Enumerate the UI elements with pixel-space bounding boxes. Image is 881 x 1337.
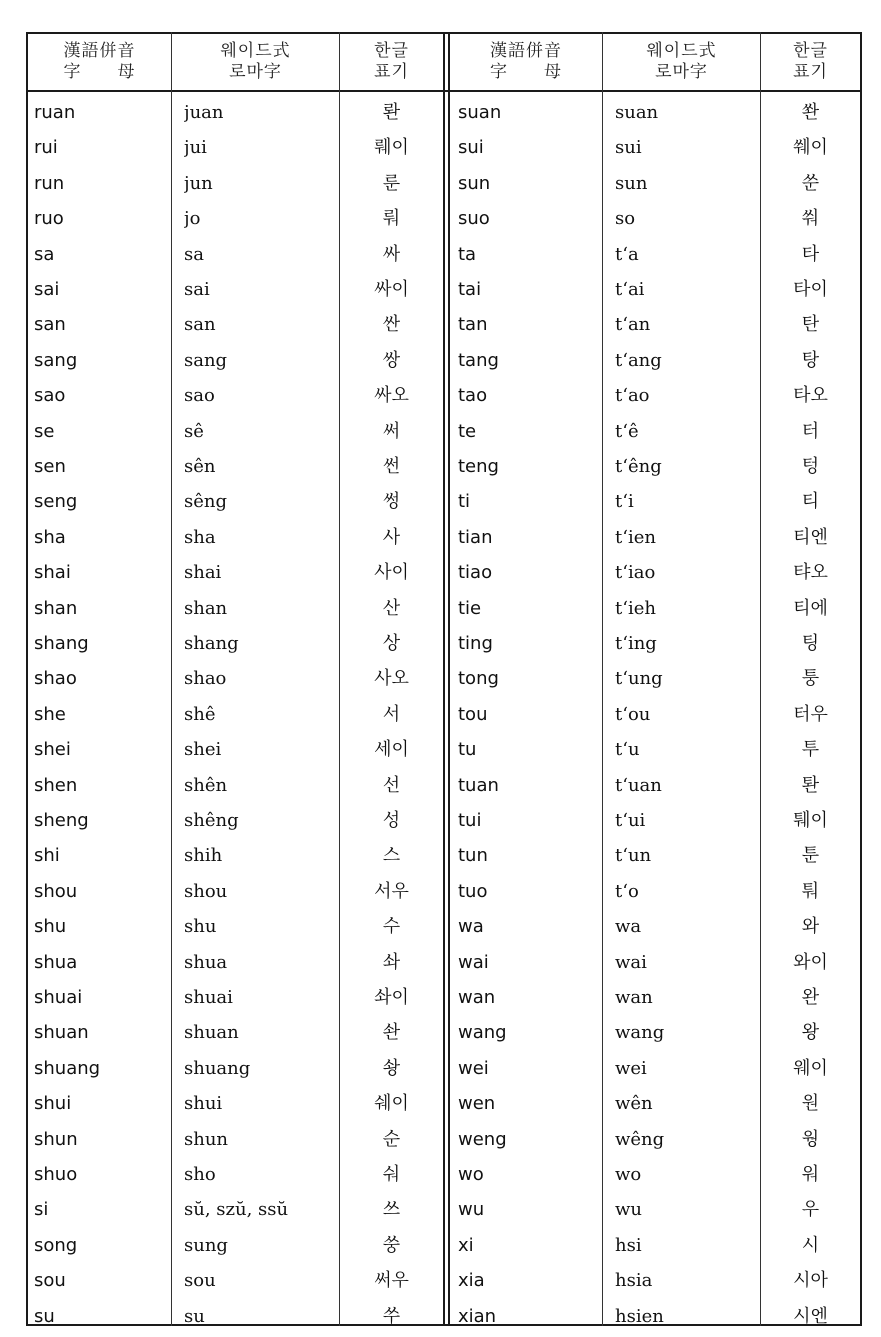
- pinyin-cell: shua: [34, 951, 78, 973]
- wade-giles-cell: t‘iao: [615, 562, 656, 584]
- wade-giles-cell: shêng: [184, 810, 239, 831]
- pinyin-cell: tui: [458, 810, 482, 831]
- pinyin-cell: ruan: [34, 102, 76, 123]
- wade-giles-cell: shang: [184, 633, 239, 654]
- wade-giles-cell: wan: [615, 987, 653, 1008]
- hangul-cell: 웨이: [793, 1057, 828, 1079]
- wade-giles-cell: sa: [184, 243, 204, 265]
- pinyin-cell: shuang: [34, 1057, 101, 1079]
- wade-giles-cell: t‘ui: [615, 810, 646, 831]
- wade-giles-cell: wei: [615, 1057, 647, 1079]
- wade-giles-cell: t‘ang: [615, 349, 662, 371]
- hangul-cell: 상: [382, 633, 401, 654]
- hangul-cell: 쓰: [382, 1199, 401, 1221]
- hangul-cell: 싼: [382, 314, 401, 336]
- column-divider-4: [602, 32, 603, 1326]
- header-wade-line1: 웨이드式: [220, 41, 291, 61]
- hangul-cell: 롼: [382, 102, 401, 123]
- header-hangul-line1: 한글: [374, 41, 409, 61]
- wade-giles-cell: wai: [615, 951, 647, 973]
- wade-giles-cell: sao: [184, 385, 215, 407]
- hangul-cell: 쑨: [801, 172, 820, 194]
- wade-giles-cell: hsia: [615, 1270, 653, 1292]
- hangul-cell: 툰: [801, 845, 820, 867]
- hangul-cell: 티엔: [793, 526, 828, 548]
- hangul-cell: 쉐이: [374, 1093, 409, 1115]
- pinyin-cell: tuan: [458, 774, 499, 796]
- pinyin-cell: weng: [458, 1128, 507, 1150]
- pinyin-cell: sui: [458, 137, 484, 159]
- hangul-cell: 퉈: [801, 880, 820, 902]
- hangul-cell: 썬: [382, 456, 401, 477]
- pinyin-cell: tan: [458, 314, 488, 336]
- wade-giles-cell: sha: [184, 526, 216, 548]
- pinyin-cell: xian: [458, 1305, 497, 1327]
- wade-giles-cell: t‘êng: [615, 456, 662, 477]
- pinyin-cell: shan: [34, 597, 78, 619]
- wade-giles-cell: t‘o: [615, 880, 639, 902]
- wade-giles-cell: shuang: [184, 1057, 251, 1079]
- romanization-table: [26, 32, 862, 1326]
- pinyin-cell: wang: [458, 1022, 507, 1044]
- hangul-cell: 탄: [801, 314, 820, 336]
- wade-giles-cell: san: [184, 314, 216, 336]
- pinyin-cell: shui: [34, 1093, 72, 1115]
- wade-giles-cell: sung: [184, 1234, 228, 1256]
- pinyin-cell: shun: [34, 1128, 78, 1150]
- wade-giles-cell: shai: [184, 562, 222, 584]
- hangul-cell: 솨: [382, 951, 401, 973]
- wade-giles-cell: t‘ê: [615, 420, 639, 442]
- pinyin-cell: si: [34, 1199, 49, 1221]
- pinyin-cell: run: [34, 172, 65, 194]
- wade-giles-cell: sê: [184, 420, 204, 442]
- pinyin-cell: shang: [34, 633, 89, 654]
- wade-giles-cell: shei: [184, 739, 222, 761]
- pinyin-cell: sha: [34, 526, 66, 548]
- hangul-cell: 쒜이: [793, 137, 828, 159]
- pinyin-cell: tiao: [458, 562, 493, 584]
- hangul-cell: 타이: [793, 279, 828, 300]
- pinyin-cell: tun: [458, 845, 488, 867]
- wade-giles-cell: shou: [184, 880, 228, 902]
- pinyin-cell: tu: [458, 739, 477, 761]
- hangul-cell: 솽: [382, 1057, 401, 1079]
- wade-giles-cell: t‘ing: [615, 633, 657, 654]
- pinyin-cell: te: [458, 420, 477, 442]
- pinyin-cell: sen: [34, 456, 66, 477]
- pinyin-cell: rui: [34, 137, 58, 159]
- pinyin-cell: shi: [34, 845, 60, 867]
- header-wade-line1: 웨이드式: [646, 41, 717, 61]
- pinyin-cell: wen: [458, 1093, 496, 1115]
- hangul-cell: 수: [382, 916, 401, 938]
- wade-giles-cell: su: [184, 1305, 205, 1327]
- hangul-cell: 싸이: [374, 279, 409, 300]
- hangul-cell: 숴: [382, 1164, 401, 1185]
- table-right-border: [860, 32, 862, 1326]
- hangul-cell: 솬: [382, 1022, 401, 1044]
- hangul-cell: 시아: [793, 1270, 828, 1292]
- hangul-cell: 티에: [793, 597, 828, 619]
- hangul-cell: 싸: [382, 243, 401, 265]
- header-pinyin-line2: 字 母: [490, 62, 562, 82]
- wade-giles-cell: shuai: [184, 987, 233, 1008]
- header-pinyin-line2: 字 母: [63, 62, 136, 82]
- hangul-cell: 스: [382, 845, 401, 867]
- header-wade-line2: 로마字: [655, 62, 708, 82]
- hangul-cell: 써우: [374, 1270, 409, 1292]
- hangul-cell: 타: [801, 243, 820, 265]
- wade-giles-cell: t‘uan: [615, 774, 662, 796]
- wade-giles-cell: t‘u: [615, 739, 640, 761]
- wade-giles-cell: t‘i: [615, 491, 634, 513]
- wade-giles-cell: juan: [184, 102, 224, 123]
- hangul-cell: 서: [382, 703, 401, 725]
- pinyin-cell: seng: [34, 491, 78, 513]
- wade-giles-cell: suan: [615, 102, 659, 123]
- header-hangul-line2: 표기: [374, 62, 409, 82]
- wade-giles-cell: shan: [184, 597, 228, 619]
- pinyin-cell: wei: [458, 1057, 489, 1079]
- pinyin-cell: sa: [34, 243, 55, 265]
- hangul-cell: 타오: [793, 385, 828, 407]
- hangul-cell: 썽: [382, 491, 401, 513]
- pinyin-cell: sou: [34, 1270, 66, 1292]
- hangul-cell: 선: [382, 774, 401, 796]
- hangul-cell: 시엔: [793, 1305, 828, 1327]
- wade-giles-cell: t‘un: [615, 845, 652, 867]
- pinyin-cell: tian: [458, 526, 493, 548]
- pinyin-cell: wu: [458, 1199, 485, 1221]
- wade-giles-cell: jun: [184, 172, 213, 194]
- hangul-cell: 순: [382, 1128, 401, 1150]
- hangul-cell: 시: [801, 1234, 820, 1256]
- wade-giles-cell: sang: [184, 349, 228, 371]
- hangul-cell: 워: [801, 1164, 820, 1185]
- pinyin-cell: she: [34, 703, 66, 725]
- wade-giles-cell: t‘a: [615, 243, 639, 265]
- wade-giles-cell: wu: [615, 1199, 642, 1221]
- pinyin-cell: ting: [458, 633, 493, 654]
- hangul-cell: 성: [382, 810, 401, 831]
- pinyin-cell: tong: [458, 668, 499, 690]
- header-hangul-line2: 표기: [793, 62, 828, 82]
- header-hangul-left: [340, 36, 443, 88]
- wade-giles-cell: wên: [615, 1093, 653, 1115]
- wade-giles-cell: t‘ieh: [615, 597, 656, 619]
- column-divider-1: [171, 32, 172, 1326]
- hangul-cell: 팅: [801, 633, 820, 654]
- wade-giles-cell: t‘ai: [615, 279, 645, 300]
- wade-giles-cell: t‘an: [615, 314, 651, 336]
- hangul-cell: 뤠이: [374, 137, 409, 159]
- hangul-cell: 쑤: [382, 1305, 401, 1327]
- header-pinyin-line1: 漢語併音: [63, 41, 136, 61]
- hangul-cell: 쌍: [382, 349, 401, 371]
- pinyin-cell: ta: [458, 243, 477, 265]
- hangul-cell: 우: [801, 1199, 820, 1221]
- hangul-cell: 터우: [793, 703, 828, 725]
- pinyin-cell: tai: [458, 279, 482, 300]
- hangul-cell: 웡: [801, 1128, 820, 1150]
- hangul-cell: 텅: [801, 456, 820, 477]
- pinyin-cell: shuan: [34, 1022, 89, 1044]
- pinyin-cell: tang: [458, 349, 499, 371]
- wade-giles-cell: shun: [184, 1128, 229, 1150]
- pinyin-cell: san: [34, 314, 66, 336]
- header-hangul-line1: 한글: [793, 41, 828, 61]
- wade-giles-cell: shuan: [184, 1022, 239, 1044]
- wade-giles-cell: sou: [184, 1270, 216, 1292]
- pinyin-cell: wai: [458, 951, 489, 973]
- header-hangul-right: [761, 36, 860, 88]
- pinyin-cell: tou: [458, 703, 488, 725]
- hangul-cell: 터: [801, 420, 820, 442]
- pinyin-cell: ti: [458, 491, 471, 513]
- pinyin-cell: se: [34, 420, 55, 442]
- hangul-cell: 탕: [801, 349, 820, 371]
- pinyin-cell: xia: [458, 1270, 485, 1292]
- hangul-cell: 왕: [801, 1022, 820, 1044]
- pinyin-cell: shao: [34, 668, 77, 690]
- pinyin-cell: teng: [458, 456, 499, 477]
- pinyin-cell: wo: [458, 1164, 484, 1185]
- hangul-cell: 쑹: [382, 1234, 401, 1256]
- pinyin-cell: shei: [34, 739, 71, 761]
- pinyin-cell: tuo: [458, 880, 488, 902]
- hangul-cell: 퉁: [801, 668, 820, 690]
- wade-giles-cell: shih: [184, 845, 223, 867]
- wade-giles-cell: wa: [615, 916, 642, 938]
- hangul-cell: 탸오: [793, 562, 828, 584]
- wade-giles-cell: sho: [184, 1164, 216, 1185]
- pinyin-cell: sang: [34, 349, 78, 371]
- pinyin-cell: shu: [34, 916, 67, 938]
- wade-giles-cell: wang: [615, 1022, 665, 1044]
- pinyin-cell: sai: [34, 279, 60, 300]
- pinyin-cell: ruo: [34, 208, 64, 230]
- hangul-cell: 와: [801, 916, 820, 938]
- hangul-cell: 완: [801, 987, 820, 1008]
- pinyin-cell: tao: [458, 385, 488, 407]
- pinyin-cell: suan: [458, 102, 502, 123]
- pinyin-cell: wa: [458, 916, 484, 938]
- pinyin-cell: shou: [34, 880, 78, 902]
- pinyin-cell: sao: [34, 385, 66, 407]
- hangul-cell: 쒀: [801, 208, 820, 230]
- wade-giles-cell: sui: [615, 137, 642, 159]
- table-left-border: [26, 32, 28, 1326]
- wade-giles-cell: shua: [184, 951, 228, 973]
- header-wade-right: [603, 36, 760, 88]
- wade-giles-cell: hsien: [615, 1305, 664, 1327]
- hangul-cell: 퉤이: [793, 810, 828, 831]
- hangul-cell: 티: [801, 491, 820, 513]
- header-pinyin-right: [450, 36, 602, 88]
- header-wade-line2: 로마字: [229, 62, 282, 82]
- pinyin-cell: wan: [458, 987, 496, 1008]
- hangul-cell: 원: [801, 1093, 820, 1115]
- header-pinyin-line1: 漢語併音: [490, 41, 562, 61]
- pinyin-cell: shuai: [34, 987, 83, 1008]
- wade-giles-cell: sai: [184, 279, 210, 300]
- hangul-cell: 써: [382, 420, 401, 442]
- wade-giles-cell: shui: [184, 1093, 223, 1115]
- wade-giles-cell: sun: [615, 172, 648, 194]
- center-double-rule-a: [443, 32, 445, 1326]
- hangul-cell: 산: [382, 597, 401, 619]
- wade-giles-cell: shê: [184, 703, 216, 725]
- wade-giles-cell: sŭ, szŭ, ssŭ: [184, 1199, 289, 1221]
- pinyin-cell: shuo: [34, 1164, 78, 1185]
- hangul-cell: 투: [801, 739, 820, 761]
- pinyin-cell: shai: [34, 562, 71, 584]
- wade-giles-cell: shao: [184, 668, 227, 690]
- pinyin-cell: suo: [458, 208, 490, 230]
- wade-giles-cell: sêng: [184, 491, 228, 513]
- hangul-cell: 쏸: [801, 102, 820, 123]
- wade-giles-cell: t‘ung: [615, 668, 663, 690]
- wade-giles-cell: t‘ou: [615, 703, 651, 725]
- wade-giles-cell: wo: [615, 1164, 642, 1185]
- hangul-cell: 솨이: [374, 987, 409, 1008]
- hangul-cell: 퇀: [801, 774, 820, 796]
- wade-giles-cell: hsi: [615, 1234, 642, 1256]
- header-wade-left: [172, 36, 339, 88]
- wade-giles-cell: shên: [184, 774, 228, 796]
- hangul-cell: 와이: [793, 951, 828, 973]
- pinyin-cell: sun: [458, 172, 491, 194]
- wade-giles-cell: sên: [184, 456, 216, 477]
- wade-giles-cell: t‘ien: [615, 526, 656, 548]
- pinyin-cell: song: [34, 1234, 78, 1256]
- wade-giles-cell: jui: [184, 137, 207, 159]
- hangul-cell: 서우: [374, 880, 409, 902]
- pinyin-cell: xi: [458, 1234, 474, 1256]
- wade-giles-cell: shu: [184, 916, 217, 938]
- pinyin-cell: su: [34, 1305, 55, 1327]
- hangul-cell: 싸오: [374, 385, 409, 407]
- pinyin-cell: sheng: [34, 810, 89, 831]
- hangul-cell: 사: [382, 526, 401, 548]
- hangul-cell: 세이: [374, 739, 409, 761]
- hangul-cell: 룬: [382, 172, 401, 194]
- pinyin-cell: tie: [458, 597, 482, 619]
- wade-giles-cell: wêng: [615, 1128, 665, 1150]
- wade-giles-cell: t‘ao: [615, 385, 650, 407]
- wade-giles-cell: jo: [184, 208, 201, 230]
- header-pinyin-left: [28, 36, 171, 88]
- pinyin-cell: shen: [34, 774, 78, 796]
- hangul-cell: 뤄: [382, 208, 401, 230]
- center-double-rule-b: [448, 32, 450, 1326]
- hangul-cell: 사오: [374, 668, 409, 690]
- wade-giles-cell: so: [615, 208, 636, 230]
- hangul-cell: 사이: [374, 562, 409, 584]
